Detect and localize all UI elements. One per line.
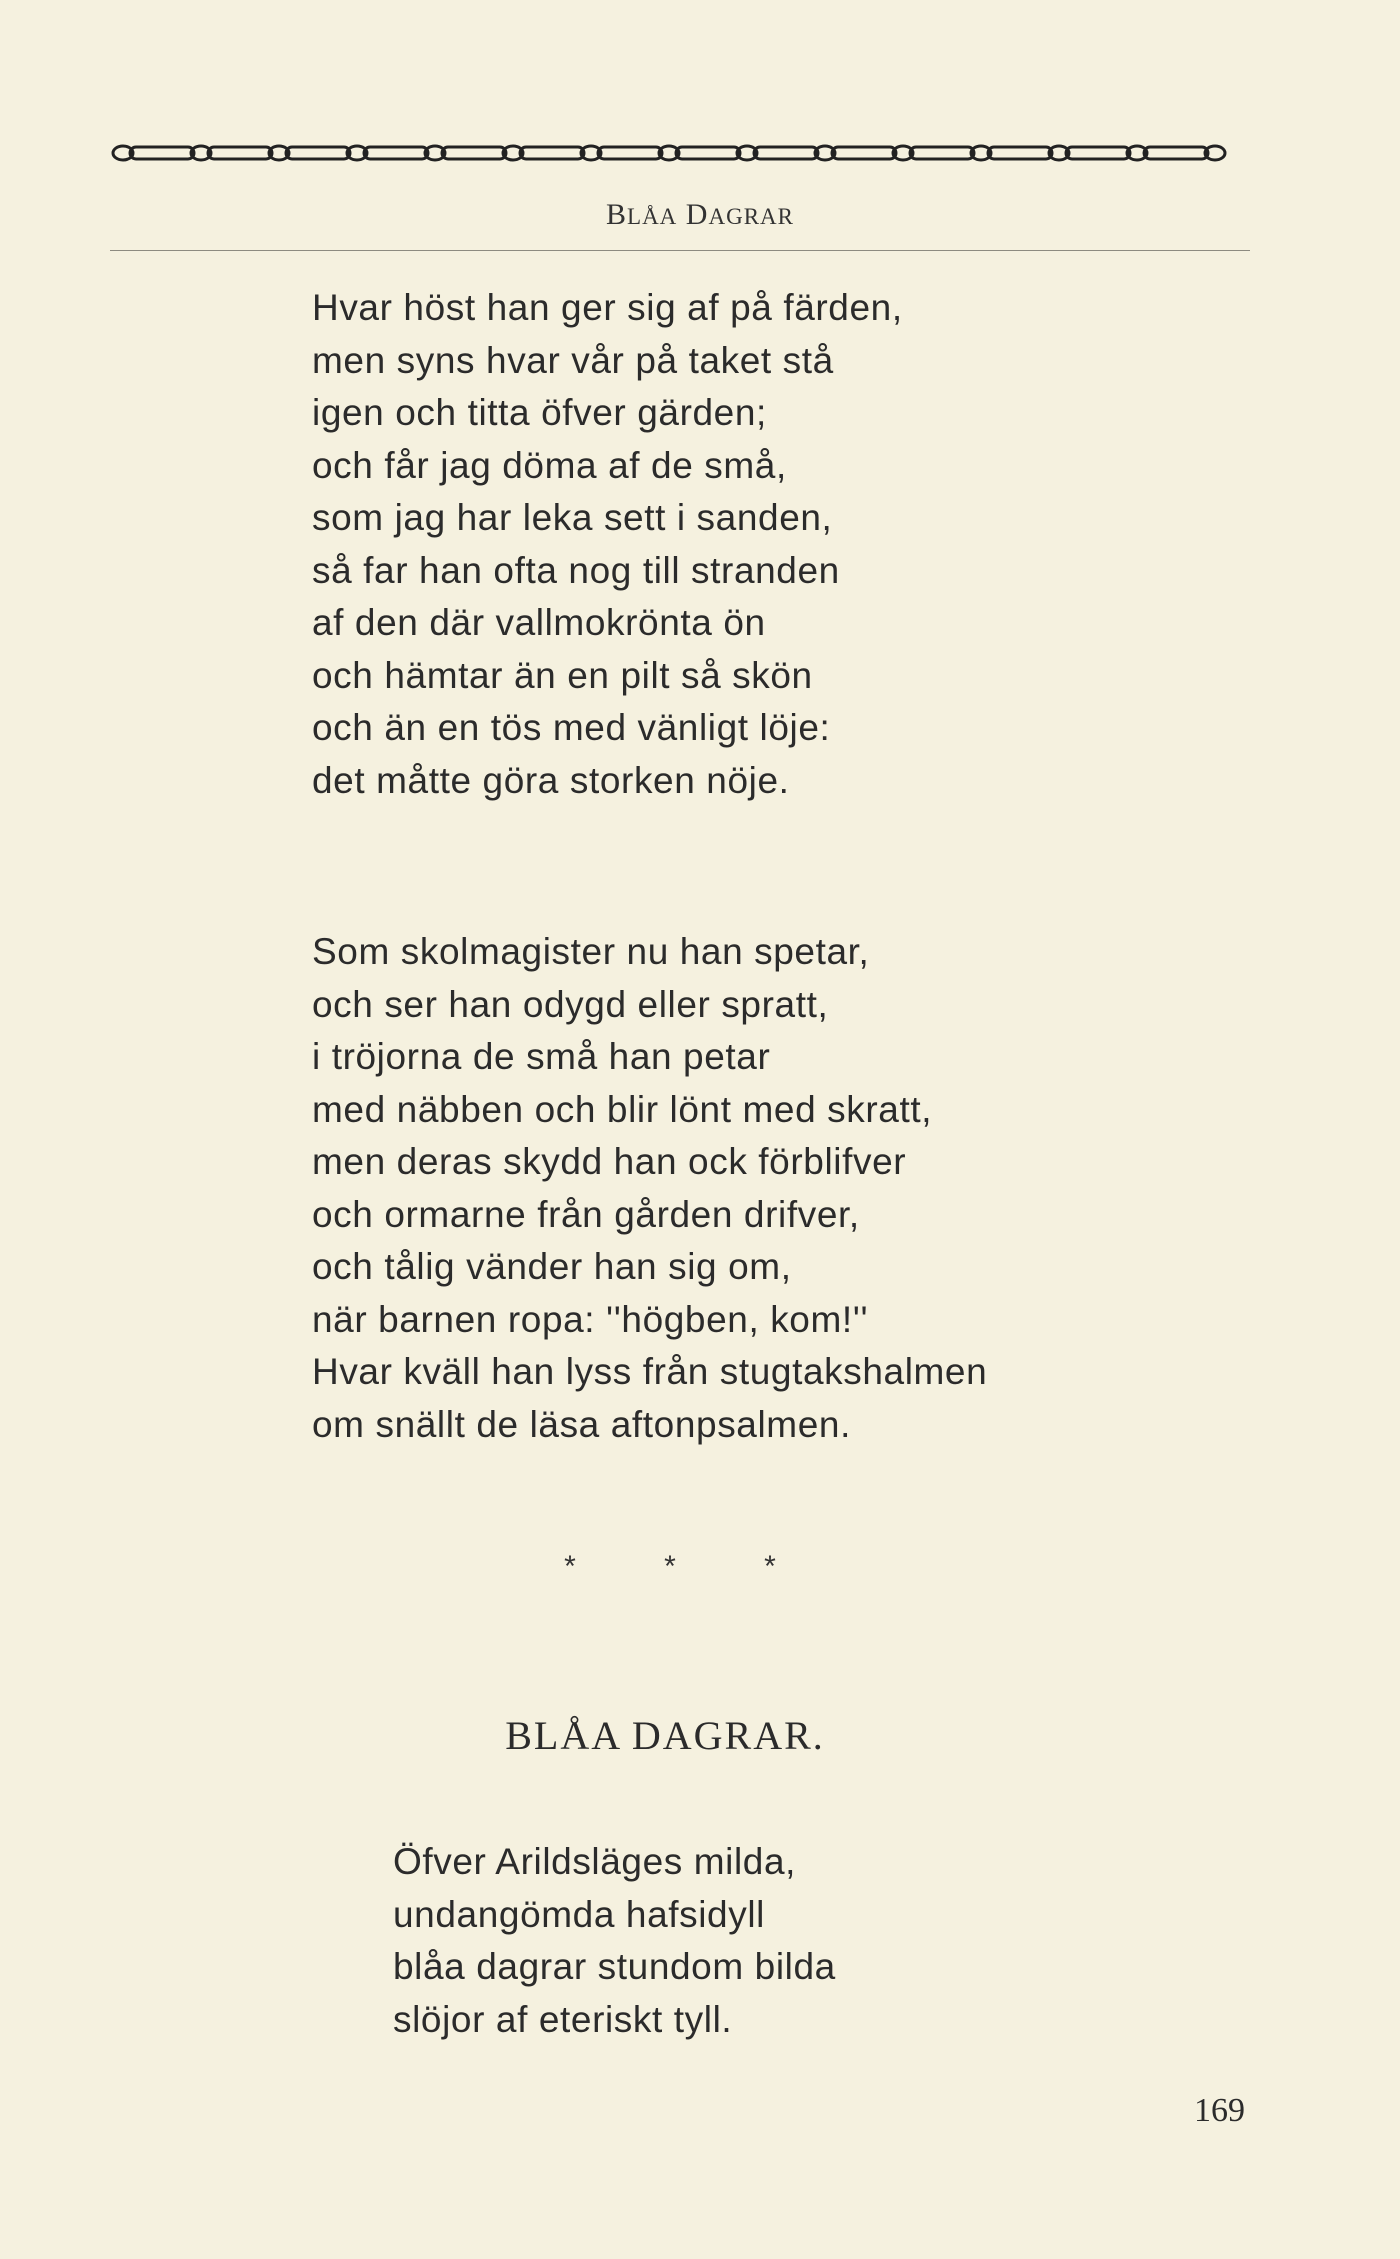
running-head-rest-1: LÅA [627, 204, 678, 229]
stanza-2 [312, 926, 987, 1451]
verse-line: och än en tös med vänligt löje: [312, 707, 831, 748]
poem-title: BLÅA DAGRAR. [505, 1713, 825, 1758]
verse-line: och ser han odygd eller spratt, [312, 983, 829, 1025]
running-head [0, 198, 1400, 232]
verse-line: men syns hvar vår på taket stå [312, 339, 834, 381]
stanza-1 [312, 282, 903, 807]
stanza-3 [393, 1836, 836, 2046]
verse-line: men deras skydd han ock förblifver [312, 1141, 907, 1182]
verse-line: Öfver Arildsläges milda, [393, 1841, 797, 1882]
verse-line: och ormarne från gården drifver, [312, 1193, 860, 1235]
verse-line: af den där vallmokrönta ön [312, 602, 766, 643]
verse-line: slöjor af eteriskt tyll. [393, 1998, 733, 2040]
verse-line: blåa dagrar stundom bilda [393, 1946, 836, 1987]
verse-line: det måtte göra storken nöje. [312, 759, 790, 801]
verse-line: Hvar höst han ger sig af på färden, [312, 287, 903, 328]
running-head-initial-1: B [606, 198, 628, 231]
verse-line: så far han ofta nog till stranden [312, 549, 840, 591]
verse-line: och får jag döma af de små, [312, 444, 787, 486]
verse-line: som jag har leka sett i sanden, [312, 497, 833, 538]
page-number: 169 [1194, 2092, 1245, 2129]
header-rule [110, 250, 1250, 251]
verse-line: och tålig vänder han sig om, [312, 1246, 792, 1287]
verse-line: undangömda hafsidyll [393, 1893, 765, 1935]
ornamental-chain-border [110, 142, 1250, 164]
verse-line: igen och titta öfver gärden; [312, 392, 767, 433]
verse-line: när barnen ropa: ''högben, kom!'' [312, 1298, 869, 1340]
verse-line: med näbben och blir lönt med skratt, [312, 1088, 933, 1130]
running-head-initial-2: D [685, 198, 709, 231]
verse-line: Hvar kväll han lyss från stugtakshalmen [312, 1351, 988, 1392]
verse-line: och hämtar än en pilt så skön [312, 654, 813, 696]
verse-line: om snällt de läsa aftonpsalmen. [312, 1403, 851, 1445]
section-separator: * * * [564, 1550, 816, 1583]
running-head-rest-2: AGRAR [708, 204, 794, 229]
verse-line: i tröjorna de små han petar [312, 1036, 771, 1077]
verse-line: Som skolmagister nu han spetar, [312, 931, 870, 972]
